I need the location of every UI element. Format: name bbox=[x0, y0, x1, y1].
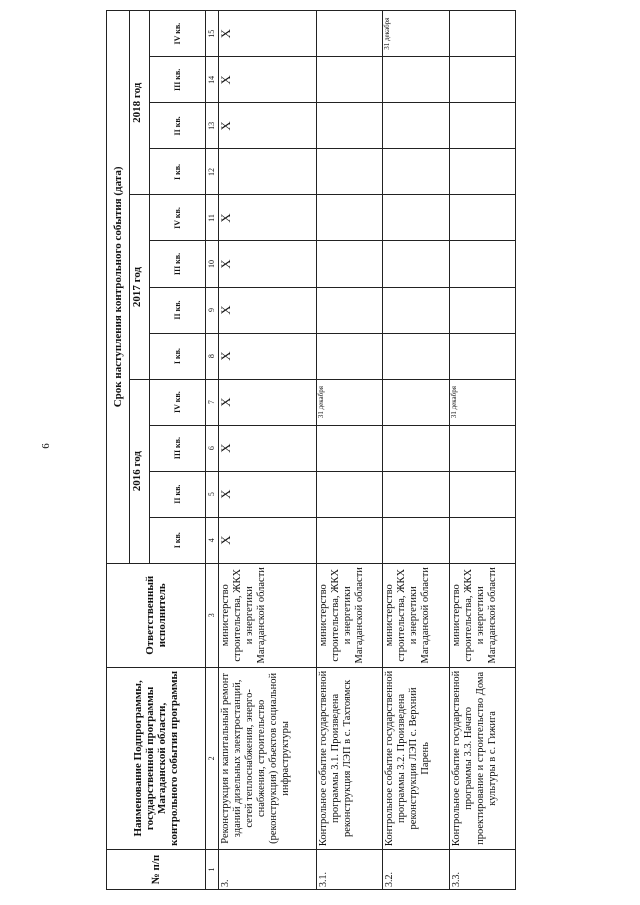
rotated-table-container bbox=[106, 10, 516, 890]
column-number: 11 bbox=[205, 195, 218, 241]
column-number: 9 bbox=[205, 287, 218, 333]
quarter-header: III кв. bbox=[149, 57, 205, 103]
quarter-mark: X bbox=[219, 471, 317, 517]
quarter-mark bbox=[449, 241, 515, 287]
quarter-mark: X bbox=[219, 11, 317, 57]
page-number: 6 bbox=[40, 443, 52, 449]
quarter-mark: X bbox=[219, 333, 317, 379]
column-number: 15 bbox=[205, 11, 218, 57]
column-number: 13 bbox=[205, 103, 218, 149]
table-row bbox=[383, 11, 449, 890]
quarter-mark bbox=[449, 425, 515, 471]
quarter-mark bbox=[383, 195, 449, 241]
row-responsible: министерство строительства, ЖКХ и энергетики Магаданской области bbox=[219, 563, 317, 667]
header-num: № п/п bbox=[107, 849, 206, 889]
header-name: Наименование Подпрограммы, государственной программы Магаданской области, контрольного события программы bbox=[107, 667, 206, 849]
quarter-mark bbox=[316, 11, 382, 57]
column-number: 7 bbox=[205, 379, 218, 425]
year-2016: 2016 год bbox=[130, 379, 150, 563]
row-responsible: министерство строительства, ЖКХ и энергетики Магаданской области bbox=[316, 563, 382, 667]
quarter-mark: X bbox=[219, 425, 317, 471]
quarter-header: IV кв. bbox=[149, 379, 205, 425]
quarter-mark: X bbox=[219, 517, 317, 563]
year-2017: 2017 год bbox=[130, 195, 150, 379]
quarter-mark bbox=[219, 149, 317, 195]
control-events-table bbox=[106, 10, 516, 890]
quarter-mark bbox=[316, 425, 382, 471]
quarter-mark bbox=[316, 241, 382, 287]
quarter-mark bbox=[316, 287, 382, 333]
column-number: 6 bbox=[205, 425, 218, 471]
quarter-mark bbox=[316, 517, 382, 563]
row-name: Реконструкция и капитальный ремонт зданий дизельных электростанций, сетей теплоснабжения, энерго-снабжения, строительство (реконструкция) объектов социальной инфраструктуры bbox=[219, 667, 317, 849]
quarter-header: I кв. bbox=[149, 517, 205, 563]
column-number: 2 bbox=[205, 667, 218, 849]
quarter-mark: X bbox=[219, 103, 317, 149]
quarter-header: II кв. bbox=[149, 471, 205, 517]
row-id: 3. bbox=[219, 849, 317, 889]
quarter-mark bbox=[449, 517, 515, 563]
quarter-mark bbox=[316, 149, 382, 195]
quarter-mark bbox=[449, 11, 515, 57]
quarter-header: I кв. bbox=[149, 149, 205, 195]
column-number: 10 bbox=[205, 241, 218, 287]
quarter-header: II кв. bbox=[149, 287, 205, 333]
quarter-mark bbox=[383, 241, 449, 287]
quarter-header: III кв. bbox=[149, 241, 205, 287]
column-number: 1 bbox=[205, 849, 218, 889]
row-name: Контрольное событие государственной программы 3.2. Произведена реконструкция ЛЭП с. Верхний Парень bbox=[383, 667, 449, 849]
quarter-header: III кв. bbox=[149, 425, 205, 471]
deadline-date: 31 декабря bbox=[449, 379, 515, 425]
quarter-mark bbox=[383, 517, 449, 563]
quarter-mark bbox=[383, 425, 449, 471]
column-number: 4 bbox=[205, 517, 218, 563]
row-id: 3.1. bbox=[316, 849, 382, 889]
quarter-mark bbox=[383, 287, 449, 333]
column-number: 8 bbox=[205, 333, 218, 379]
quarter-header: I кв. bbox=[149, 333, 205, 379]
row-id: 3.2. bbox=[383, 849, 449, 889]
quarter-header: IV кв. bbox=[149, 11, 205, 57]
quarter-mark bbox=[449, 103, 515, 149]
quarter-mark bbox=[449, 333, 515, 379]
quarter-mark: X bbox=[219, 195, 317, 241]
quarter-header: IV кв. bbox=[149, 195, 205, 241]
quarter-mark bbox=[316, 471, 382, 517]
quarter-mark bbox=[449, 149, 515, 195]
row-name: Контрольное событие государственной программы 3.1. Произведена реконструкция ЛЭП в с. Тахтоямск bbox=[316, 667, 382, 849]
column-number: 5 bbox=[205, 471, 218, 517]
deadline-date: 31 декабря bbox=[316, 379, 382, 425]
quarter-mark bbox=[383, 149, 449, 195]
quarter-mark bbox=[449, 195, 515, 241]
quarter-mark bbox=[316, 195, 382, 241]
year-2018: 2018 год bbox=[130, 11, 150, 195]
quarter-mark bbox=[383, 333, 449, 379]
row-responsible: министерство строительства, ЖКХ и энергетики Магаданской области bbox=[383, 563, 449, 667]
row-name: Контрольное событие государственной программы 3.3. Начато проектирование и строительство Дома культуры в с. Гижига bbox=[449, 667, 515, 849]
quarter-mark bbox=[449, 287, 515, 333]
quarter-mark bbox=[449, 57, 515, 103]
quarter-mark: X bbox=[219, 287, 317, 333]
quarter-mark: X bbox=[219, 379, 317, 425]
table-row bbox=[449, 11, 515, 890]
header-deadline: Срок наступления контрольного события (дата) bbox=[107, 11, 130, 564]
quarter-mark bbox=[383, 57, 449, 103]
quarter-mark bbox=[383, 471, 449, 517]
column-number: 12 bbox=[205, 149, 218, 195]
quarter-mark bbox=[316, 57, 382, 103]
quarter-mark: X bbox=[219, 57, 317, 103]
deadline-date: 31 декабря bbox=[383, 11, 449, 57]
quarter-mark bbox=[449, 471, 515, 517]
column-number: 3 bbox=[205, 563, 218, 667]
quarter-mark bbox=[383, 103, 449, 149]
quarter-mark: X bbox=[219, 241, 317, 287]
row-responsible: министерство строительства, ЖКХ и энергетики Магаданской области bbox=[449, 563, 515, 667]
quarter-mark bbox=[316, 103, 382, 149]
table-row bbox=[219, 11, 317, 890]
column-number: 14 bbox=[205, 57, 218, 103]
quarter-mark bbox=[316, 333, 382, 379]
table-row bbox=[316, 11, 382, 890]
quarter-mark bbox=[383, 379, 449, 425]
header-responsible: Ответственный исполнитель bbox=[107, 563, 206, 667]
quarter-header: II кв. bbox=[149, 103, 205, 149]
row-id: 3.3. bbox=[449, 849, 515, 889]
